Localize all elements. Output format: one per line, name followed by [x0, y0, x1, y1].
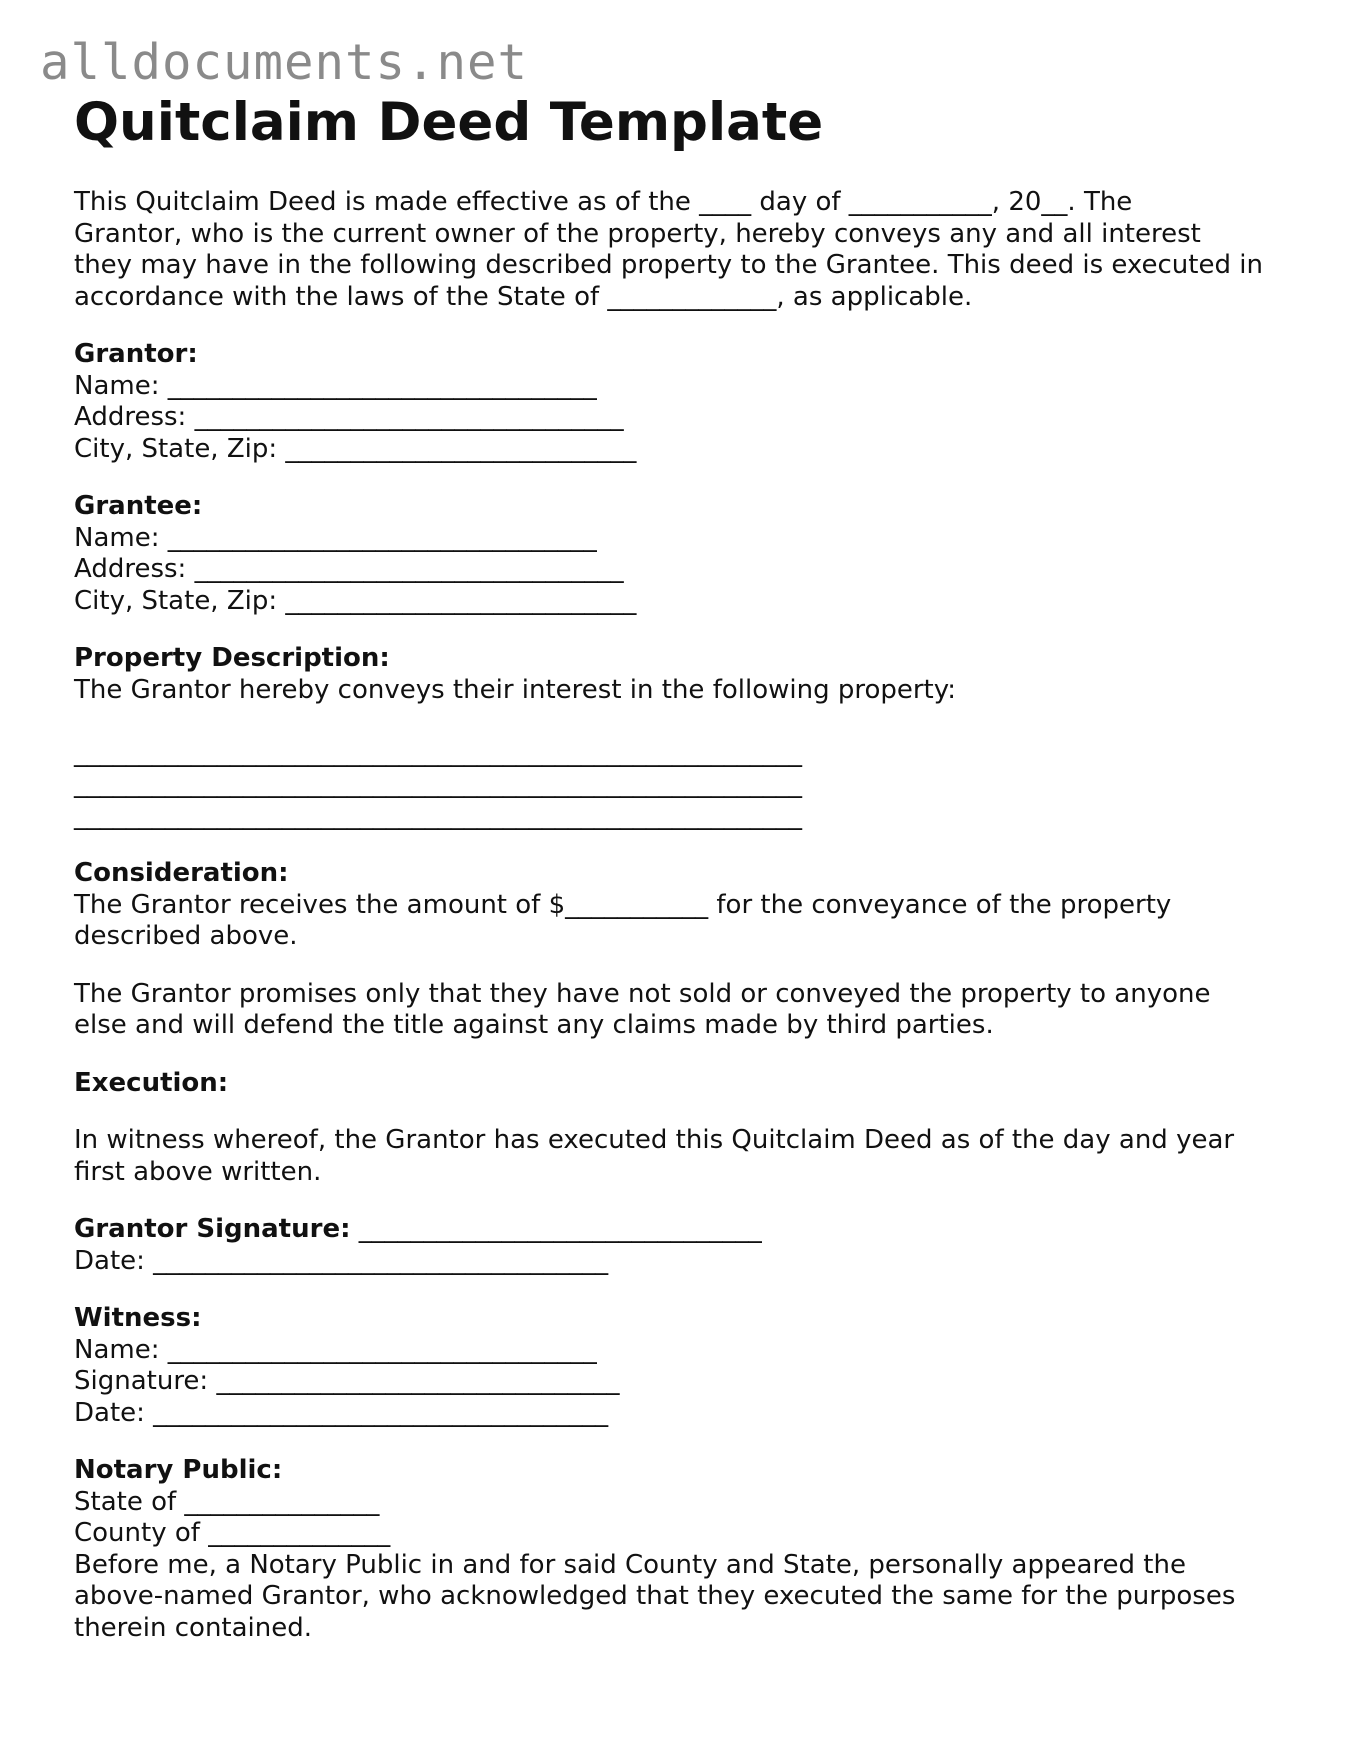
property-section: [74, 643, 1294, 832]
property-heading: Property Description:: [74, 643, 390, 673]
intro-paragraph: [74, 187, 1294, 313]
grantor-signature-field: _______________________________: [350, 1214, 762, 1244]
page-title: Quitclaim Deed Template: [74, 92, 824, 153]
paragraph-line: accordance with the laws of the State of _____________, as applicable.: [74, 281, 973, 312]
grantor-heading: Grantor:: [74, 339, 198, 369]
consideration-section: [74, 858, 1294, 953]
paragraph-line: described above.: [74, 921, 298, 951]
promise-paragraph: [74, 979, 1294, 1042]
grantee-name-field: Name: _________________________________: [74, 522, 597, 553]
grantor-address-field: Address: _________________________________: [74, 402, 624, 432]
grantee-address-field: Address: _________________________________: [74, 554, 624, 584]
paragraph-line: they may have in the following described property to the Grantee. This deed is executed in: [74, 250, 1263, 280]
property-blank-line: ________________________________________________________: [74, 800, 802, 831]
paragraph-line: In witness whereof, the Grantor has executed this Quitclaim Deed as of the day and year: [74, 1125, 1235, 1155]
notary-state-field: State of _______________: [74, 1486, 380, 1517]
grantor-signature-section: [74, 1214, 1294, 1277]
grantor-signature-label: Grantor Signature:: [74, 1214, 351, 1244]
witness-signature-field: Signature: _______________________________: [74, 1366, 620, 1396]
property-text: The Grantor hereby conveys their interest in the following property:: [74, 674, 957, 705]
paragraph-line: therein contained.: [74, 1612, 313, 1643]
paragraph-line: Before me, a Notary Public in and for said County and State, personally appeared the: [74, 1549, 1186, 1580]
notary-heading: Notary Public:: [74, 1455, 283, 1485]
witness-date-field: Date: ___________________________________: [74, 1397, 609, 1428]
execution-paragraph: [74, 1125, 1294, 1188]
execution-heading: Execution:: [74, 1067, 229, 1098]
paragraph-line: This Quitclaim Deed is made effective as of the ____ day of ___________, 20__. The: [74, 187, 1133, 217]
property-blank-line: ________________________________________________________: [74, 737, 802, 768]
grantor-section: [74, 339, 1294, 465]
grantee-city-state-zip-field: City, State, Zip: ___________________________: [74, 585, 637, 616]
execution-heading-section: [74, 1068, 1294, 1100]
paragraph-line: The Grantor promises only that they have not sold or conveyed the property to anyone: [74, 978, 1211, 1009]
property-blank-line: ________________________________________________________: [74, 769, 802, 799]
witness-heading: Witness:: [74, 1303, 202, 1333]
notary-section: [74, 1455, 1294, 1644]
grantee-heading: Grantee:: [74, 491, 203, 521]
consideration-heading: Consideration:: [74, 858, 289, 888]
watermark: alldocuments.net: [40, 34, 529, 91]
paragraph-line: Grantor, who is the current owner of the property, hereby conveys any and all interest: [74, 218, 1201, 249]
document: [74, 92, 1294, 1670]
grantee-section: [74, 491, 1294, 617]
witness-name-field: Name: _________________________________: [74, 1334, 597, 1365]
grantor-signature-date-field: Date: ___________________________________: [74, 1245, 609, 1276]
grantor-name-field: Name: _________________________________: [74, 370, 597, 401]
paragraph-line: The Grantor receives the amount of $___________ for the conveyance of the property: [74, 889, 1172, 920]
paragraph-line: else and will defend the title against any claims made by third parties.: [74, 1010, 994, 1040]
notary-county-field: County of ______________: [74, 1518, 391, 1548]
witness-section: [74, 1303, 1294, 1429]
paragraph-line: above-named Grantor, who acknowledged that they executed the same for the purposes: [74, 1581, 1236, 1611]
grantor-city-state-zip-field: City, State, Zip: ___________________________: [74, 433, 637, 464]
paragraph-line: first above written.: [74, 1156, 322, 1187]
